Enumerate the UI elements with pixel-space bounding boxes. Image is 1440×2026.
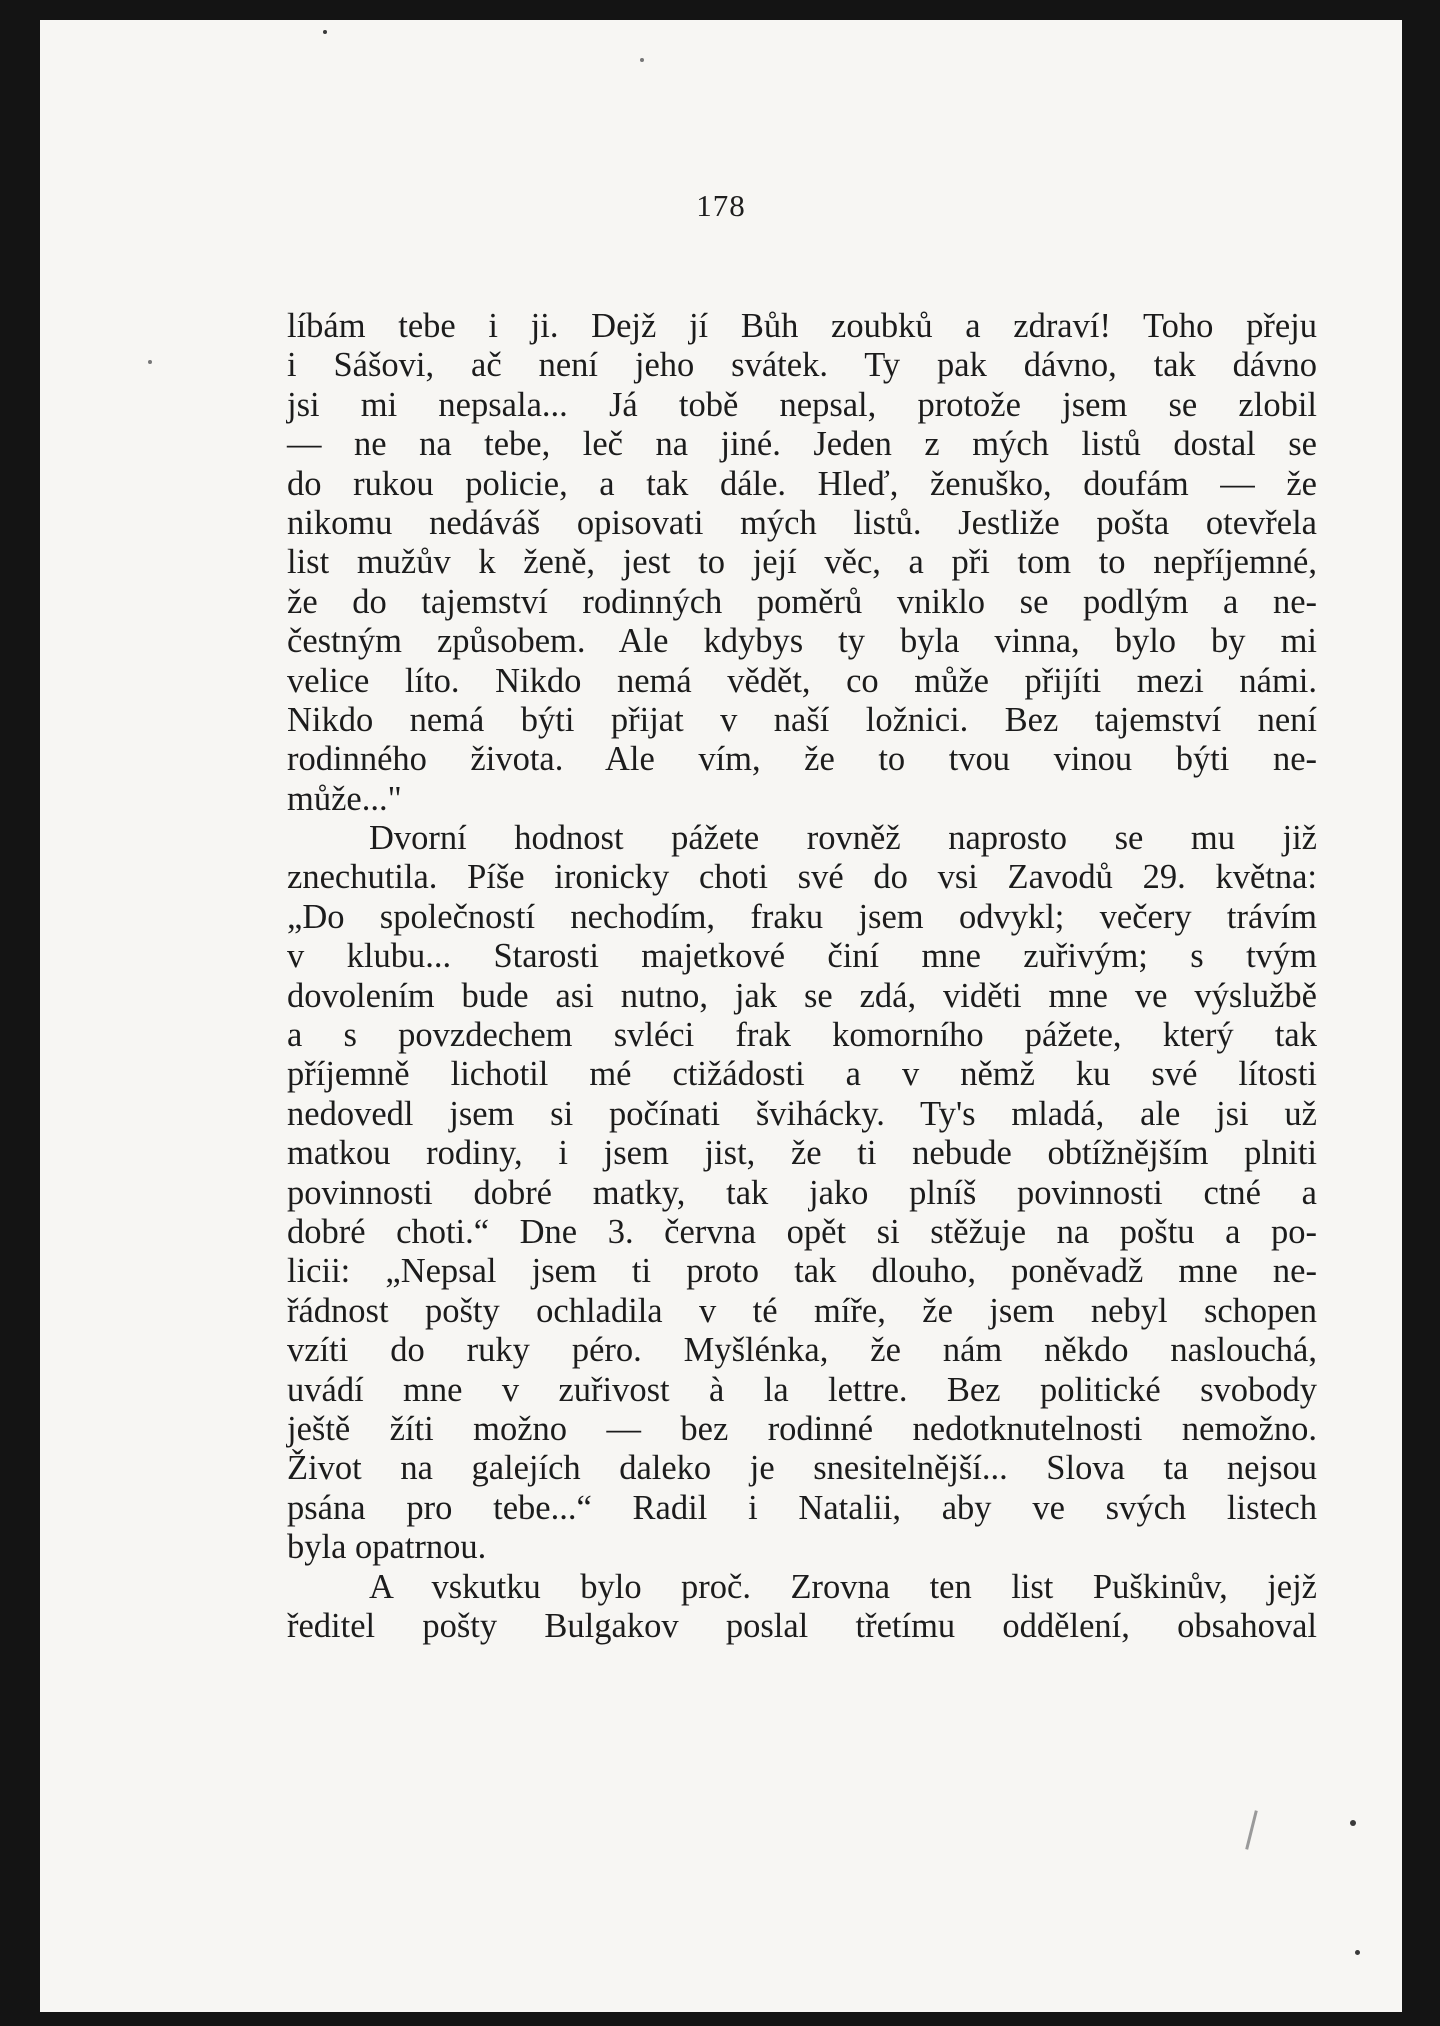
text-line: dovolením bude asi nutno, jak se zdá, viděti mne ve výslužbě bbox=[287, 976, 1317, 1015]
text-line: nedovedl jsem si počínati švihácky. Ty's mladá, ale jsi už bbox=[287, 1094, 1317, 1133]
text-line: i Sášovi, ač není jeho svátek. Ty pak dávno, tak dávno bbox=[287, 346, 1317, 385]
text-line: ředitel pošty Bulgakov poslal třetímu oddělení, obsahoval bbox=[287, 1606, 1317, 1645]
text-line: dobré choti.“ Dne 3. června opět si stěžuje na poštu a po- bbox=[287, 1212, 1317, 1251]
text-line: že do tajemství rodinných poměrů vniklo se podlým a ne- bbox=[287, 582, 1317, 621]
text-line: Nikdo nemá býti přijat v naší ložnici. Bez tajemství není bbox=[287, 700, 1317, 739]
text-line: Život na galejích daleko je snesitelnější... Slova ta nejsou bbox=[287, 1449, 1317, 1488]
scan-speck bbox=[148, 360, 152, 364]
scan-speck bbox=[640, 58, 644, 62]
paragraph bbox=[287, 307, 1317, 819]
text-line: znechutila. Píše ironicky choti své do vsi Zavodů 29. května: bbox=[287, 858, 1317, 897]
text-line: jsi mi nepsala... Já tobě nepsal, protože jsem se zlobil bbox=[287, 385, 1317, 424]
text-line: vzíti do ruky péro. Myšlénka, že nám někdo naslouchá, bbox=[287, 1331, 1317, 1370]
text-line: velice líto. Nikdo nemá vědět, co může přijíti mezi námi. bbox=[287, 661, 1317, 700]
text-line: „Do společností nechodím, fraku jsem odvykl; večery trávím bbox=[287, 897, 1317, 936]
text-line: licii: „Nepsal jsem ti proto tak dlouho, poněvadž mne ne- bbox=[287, 1252, 1317, 1291]
text-line: líbám tebe i ji. Dejž jí Bůh zoubků a zdraví! Toho přeju bbox=[287, 307, 1317, 345]
text-line: uvádí mne v zuřivost à la lettre. Bez politické svobody bbox=[287, 1370, 1317, 1409]
text-line: list mužův k ženě, jest to její věc, a při tom to nepříjemné, bbox=[287, 543, 1317, 582]
text-line: příjemně lichotil mé ctižádosti a v němž ku své lítosti bbox=[287, 1055, 1317, 1094]
page-number: 178 bbox=[696, 188, 746, 223]
text-line: povinnosti dobré matky, tak jako plníš povinnosti ctné a bbox=[287, 1173, 1317, 1212]
text-line: nikomu nedáváš opisovati mých listů. Jestliže pošta otevřela bbox=[287, 503, 1317, 542]
text-line: do rukou policie, a tak dále. Hleď, ženuško, doufám — že bbox=[287, 464, 1317, 503]
body-text bbox=[287, 307, 1317, 1646]
text-line: rodinného života. Ale vím, že to tvou vinou býti ne- bbox=[287, 740, 1317, 779]
text-line: řádnost pošty ochladila v té míře, že jsem nebyl schopen bbox=[287, 1291, 1317, 1330]
scan-speck bbox=[1350, 1820, 1356, 1826]
text-line: v klubu... Starosti majetkové činí mne zuřivým; s tvým bbox=[287, 937, 1317, 976]
paragraph bbox=[287, 1568, 1317, 1647]
text-line: byla opatrnou. bbox=[287, 1528, 487, 1567]
text-line: Dvorní hodnost pážete rovněž naprosto se mu již bbox=[369, 819, 1317, 858]
text-line: a s povzdechem svléci frak komorního pážete, který tak bbox=[287, 1016, 1317, 1055]
text-line: A vskutku bylo proč. Zrovna ten list Puškinův, jejž bbox=[369, 1567, 1317, 1606]
scan-speck bbox=[323, 30, 327, 34]
scan-speck bbox=[1355, 1950, 1360, 1955]
text-line: může..." bbox=[287, 779, 402, 818]
paragraph bbox=[287, 819, 1317, 1567]
text-line: čestným způsobem. Ale kdybys ty byla vinna, bylo by mi bbox=[287, 622, 1317, 661]
text-line: matkou rodiny, i jsem jist, že ti nebude obtížnějším plniti bbox=[287, 1134, 1317, 1173]
text-line: ještě žíti možno — bez rodinné nedotknutelnosti nemožno. bbox=[287, 1409, 1317, 1448]
text-line: — ne na tebe, leč na jiné. Jeden z mých listů dostal se bbox=[287, 425, 1317, 464]
text-line: psána pro tebe...“ Radil i Natalii, aby ve svých listech bbox=[287, 1488, 1317, 1527]
pencil-mark bbox=[1245, 1810, 1258, 1850]
book-page bbox=[40, 20, 1402, 2012]
